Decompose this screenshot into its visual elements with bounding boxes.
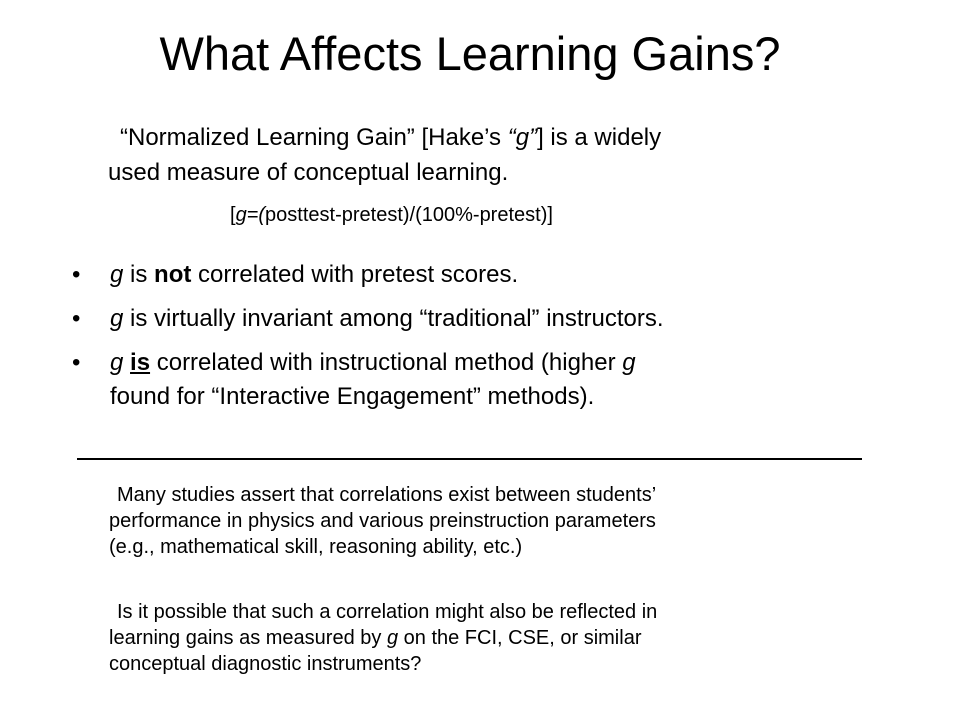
- paragraph-studies: [109, 482, 869, 560]
- paragraph-question: [109, 599, 869, 677]
- intro-line-1: [108, 120, 848, 155]
- formula-g: g=(: [235, 204, 266, 226]
- para1-line-3: (e.g., mathematical skill, reasoning ability, etc.): [109, 536, 523, 558]
- bullet-item-2: [70, 302, 870, 336]
- bullet-3-text: correlated with instructional method (higher: [150, 349, 623, 376]
- bullet-2-text: is virtually invariant among “traditional” instructors.: [123, 305, 664, 332]
- bullet-3-line2: found for “Interactive Engagement” methods).: [110, 383, 595, 410]
- para2-line-3: conceptual diagnostic instruments?: [109, 653, 422, 675]
- slide-title: What Affects Learning Gains?: [159, 27, 781, 80]
- para2-line-2: [109, 625, 869, 651]
- bullet-1-emphasis: not: [154, 261, 192, 288]
- intro-g-quoted: “g”: [507, 124, 538, 151]
- bullet-1-post: correlated with pretest scores.: [191, 261, 519, 288]
- para2-line2-post: on the FCI, CSE, or similar: [398, 627, 642, 649]
- bullet-dot: •: [72, 349, 81, 376]
- bullet-1-g: g: [110, 261, 124, 288]
- formula: [230, 201, 553, 229]
- intro-quote-open: “Normalized Learning Gain” [Hake’s: [120, 124, 508, 151]
- bullet-list: [70, 258, 870, 424]
- divider-rule: [77, 458, 862, 460]
- para1-line-1: Many studies assert that correlations exist between students’: [117, 484, 657, 506]
- bullet-2-g: g: [110, 305, 124, 332]
- bullet-3-g2: g: [622, 349, 636, 376]
- bullet-3-emphasis: is: [130, 349, 151, 376]
- para2-line-1: Is it possible that such a correlation might also be reflected in: [117, 601, 658, 623]
- intro-line-2: used measure of conceptual learning.: [108, 159, 509, 186]
- formula-rest: posttest-pretest)/(100%-pretest)]: [265, 204, 553, 226]
- intro-line1-rest: ] is a widely: [537, 124, 662, 151]
- bullet-1-pre: is: [123, 261, 155, 288]
- para1-line-2: performance in physics and various preinstruction parameters: [109, 510, 656, 532]
- para2-line2-pre: learning gains as measured by: [109, 627, 387, 649]
- bullet-dot: •: [72, 261, 81, 288]
- intro-text: [108, 120, 848, 190]
- bullet-3-g: g: [110, 349, 124, 376]
- bullet-item-1: [70, 258, 870, 292]
- bullet-dot: •: [72, 305, 81, 332]
- para2-line2-g: g: [386, 627, 399, 649]
- bullet-item-3: [70, 346, 870, 414]
- formula-open: [: [230, 204, 236, 226]
